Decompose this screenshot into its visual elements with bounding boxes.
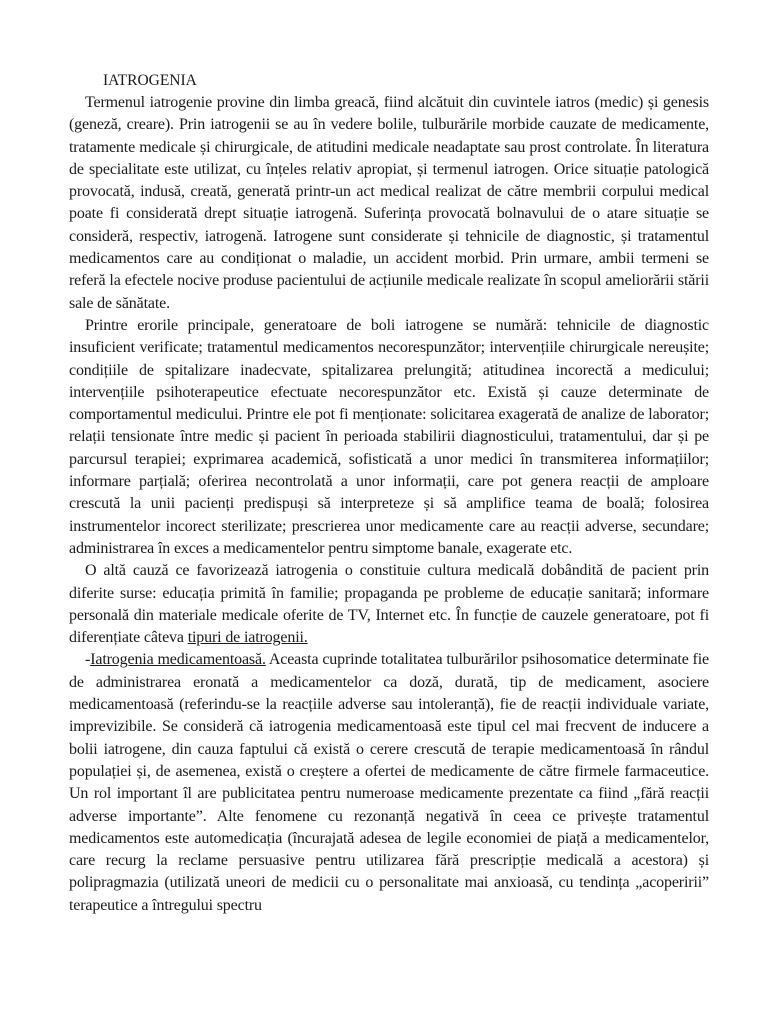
types-heading-underlined: tipuri de iatrogenii. <box>187 629 308 647</box>
paragraph-causes: Printre erorile principale, generatoare de boli iatrogene se numără: tehnicile de diagnostic insuficient verificate; tratamentul medicamentos necorespunzător; intervențiile chirurgicale nereușite; condițiile de spitalizare inadecvate, spitalizarea prelungită; atitudinea incorectă a medicului; intervențiile psihoterapeutice efectuate necorespunzător etc. Există și cauze determinate de comportamentul medicului. Printre ele pot fi menționate: solicitarea exagerată de analize de laborator; relații tensionate între medic și pacient în perioada stabilirii diagnosticului, tratamentului, dar și pe parcursul terapiei; exprimarea academică, sofisticată a unor medici în transmiterea informațiilor; informare parțială; oferirea necontrolată a unor informații, care pot genera reacții de amploare crescută la unii pacienți predispuși să interpreteze și să amplifice teama de boală; folosirea instrumentelor incorect sterilizate; prescrierea unor medicamente care au reacții adverse, secundare; administrarea în exces a medicamentelor pentru simptome banale, exagerate etc. <box>69 316 709 557</box>
drug-iatrogeny-heading: Iatrogenia medicamentoasă. <box>90 651 266 669</box>
paragraph-medical-culture <box>69 560 709 649</box>
document-page <box>69 70 709 917</box>
document-title: IATROGENIA <box>103 72 197 89</box>
paragraph-medical-culture-text: O altă cauză ce favorizează iatrogenia o constituie cultura medicală dobândită de pacient prin diferite surse: educația primită în familie; propaganda pe probleme de educație sanitară; informare personală din materiale medicale oferite de TV, Internet etc. În funcție de cauzele generatoare, pot fi diferențiate câteva <box>69 562 709 647</box>
list-dash: - <box>85 651 91 669</box>
paragraph-drug-iatrogeny-text: Aceasta cuprinde totalitatea tulburărilor psihosomatice determinate fie de administrarea eronată a medicamentelor ca doză, durată, tip de medicament, asociere medicamentoasă (referindu-se la reacțiile adverse sau intoleranță), fie de reacții individuale variate, imprevizibile. Se consideră că iatrogenia medicamentoasă este tipul cel mai frecvent de inducere a bolii iatrogene, din cauza faptului că există o cerere crescută de terapie medicamentoasă în rândul populației și, de asemenea, există o creștere a ofertei de medicamente de către firmele farmaceutice. Un rol important îl are publicitatea pentru numeroase medicamente prezentate ca fiind „fără reacții adverse importante”. Alte fenomene cu rezonanță negativă în ceea ce privește tratamentul medicamentos este automedicația (încurajată adesea de legile economiei de piață a medicamentelor, care recurg la reclame persuasive pentru utilizarea fără prescripție medicală a acestora) și polipragmazia (utilizată uneori de medicii cu o personalitate mai anxioasă, cu tendința „acoperirii” terapeutice a întregului spectru <box>69 651 709 914</box>
paragraph-drug-iatrogeny <box>69 649 709 917</box>
paragraph-definition: Termenul iatrogenie provine din limba greacă, fiind alcătuit din cuvintele iatros (medic) și genesis (geneză, creare). Prin iatrogenii se au în vedere bolile, tulburările morbide cauzate de medicamente, tratamente medicale și chirurgicale, de atitudini medicale neadaptate sau prost controlate. În literatura de specialitate este utilizat, cu înțeles relativ apropiat, și termenul iatrogen. Orice situație patologică provocată, indusă, creată, generată printr-un act medical realizat de către membrii corpului medical poate fi considerată drept situație iatrogenă. Suferința provocată bolnavului de o atare situație se consideră, respectiv, iatrogenă. Iatrogene sunt considerate și tehnicile de diagnostic, și tratamentul medicamentos care au condiționat o maladie, un accident morbid. Prin urmare, ambii termeni se referă la efectele nocive produse pacientului de acțiunile medicale realizate în scopul ameliorării stării sale de sănătate. <box>69 94 709 312</box>
